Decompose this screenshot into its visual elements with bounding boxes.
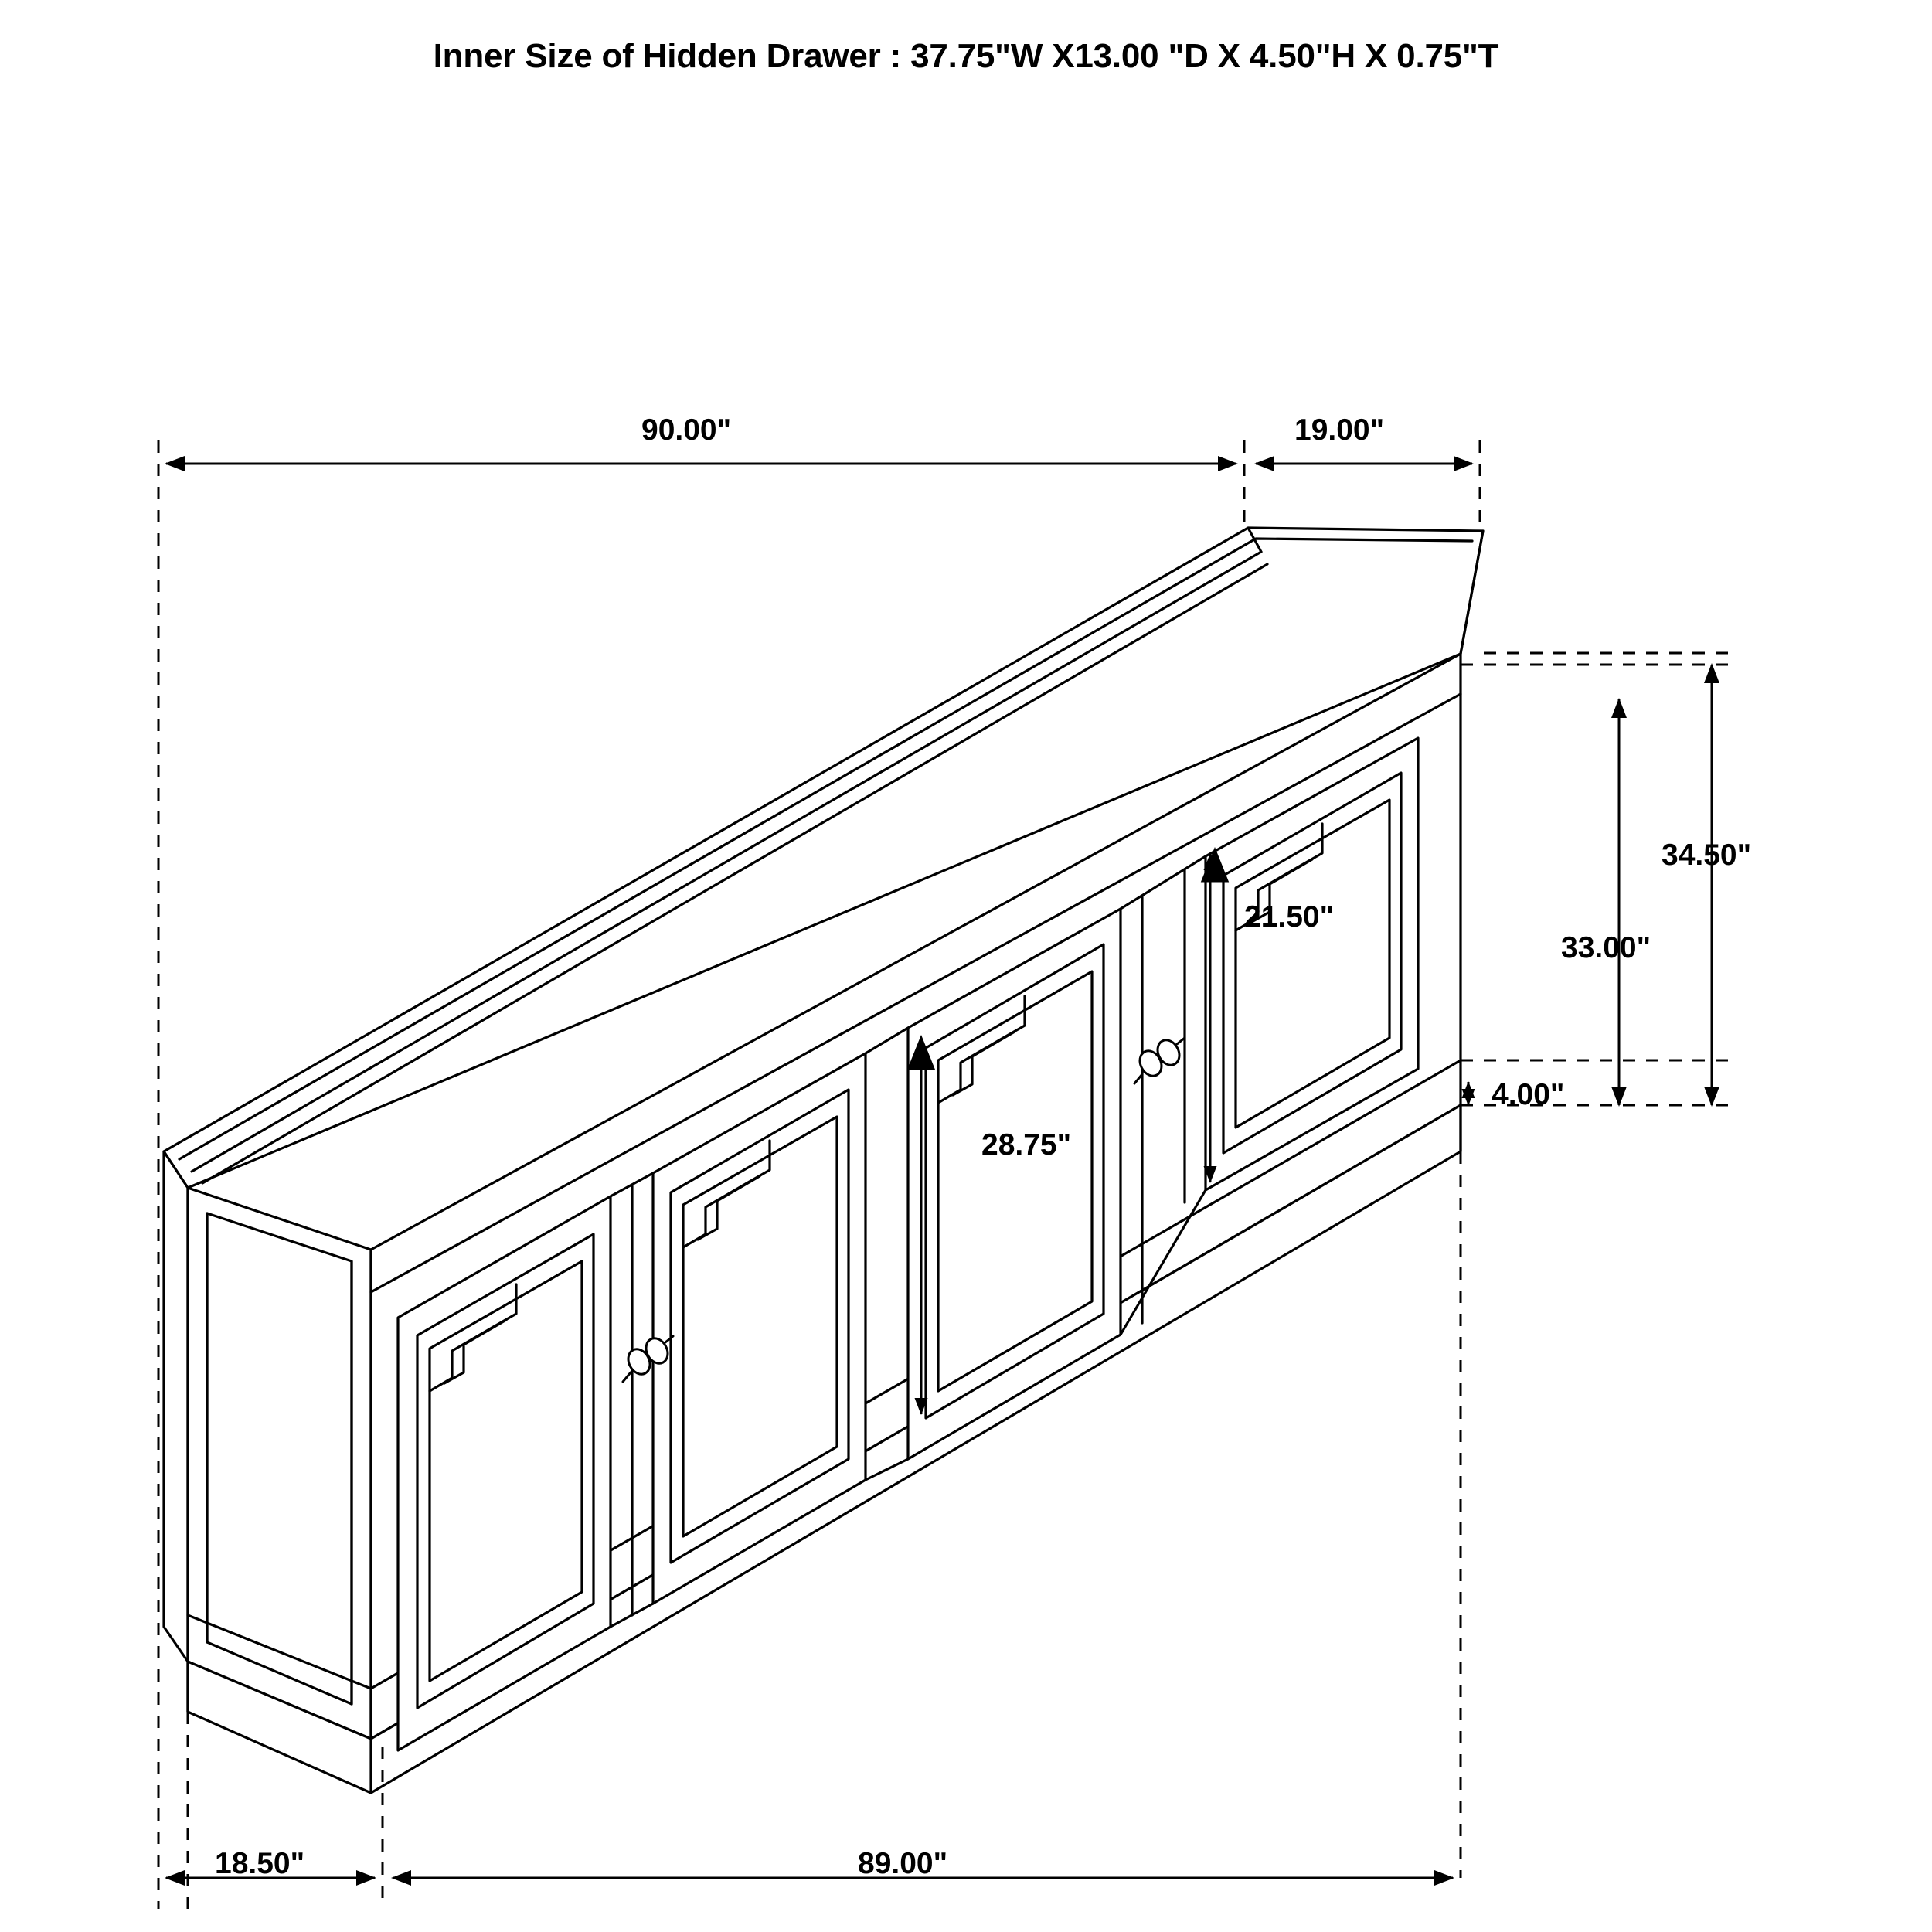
dim-label-top-depth: 19.00"	[1294, 413, 1385, 447]
dim-label-door-center: 28.75"	[981, 1128, 1072, 1162]
dim-label-top-width: 90.00"	[641, 413, 732, 447]
dim-label-overall-height: 34.50"	[1662, 838, 1752, 872]
dim-label-base-depth: 18.50"	[215, 1847, 305, 1880]
dim-label-base-height: 4.00"	[1492, 1078, 1565, 1111]
page-title: Inner Size of Hidden Drawer : 37.75"W X13.00 "D X 4.50"H X 0.75"T	[433, 37, 1499, 75]
dim-label-base-width: 89.00"	[858, 1847, 948, 1880]
dim-label-door-right: 21.50"	[1244, 900, 1335, 934]
dim-label-cabinet-height: 33.00"	[1561, 931, 1651, 964]
